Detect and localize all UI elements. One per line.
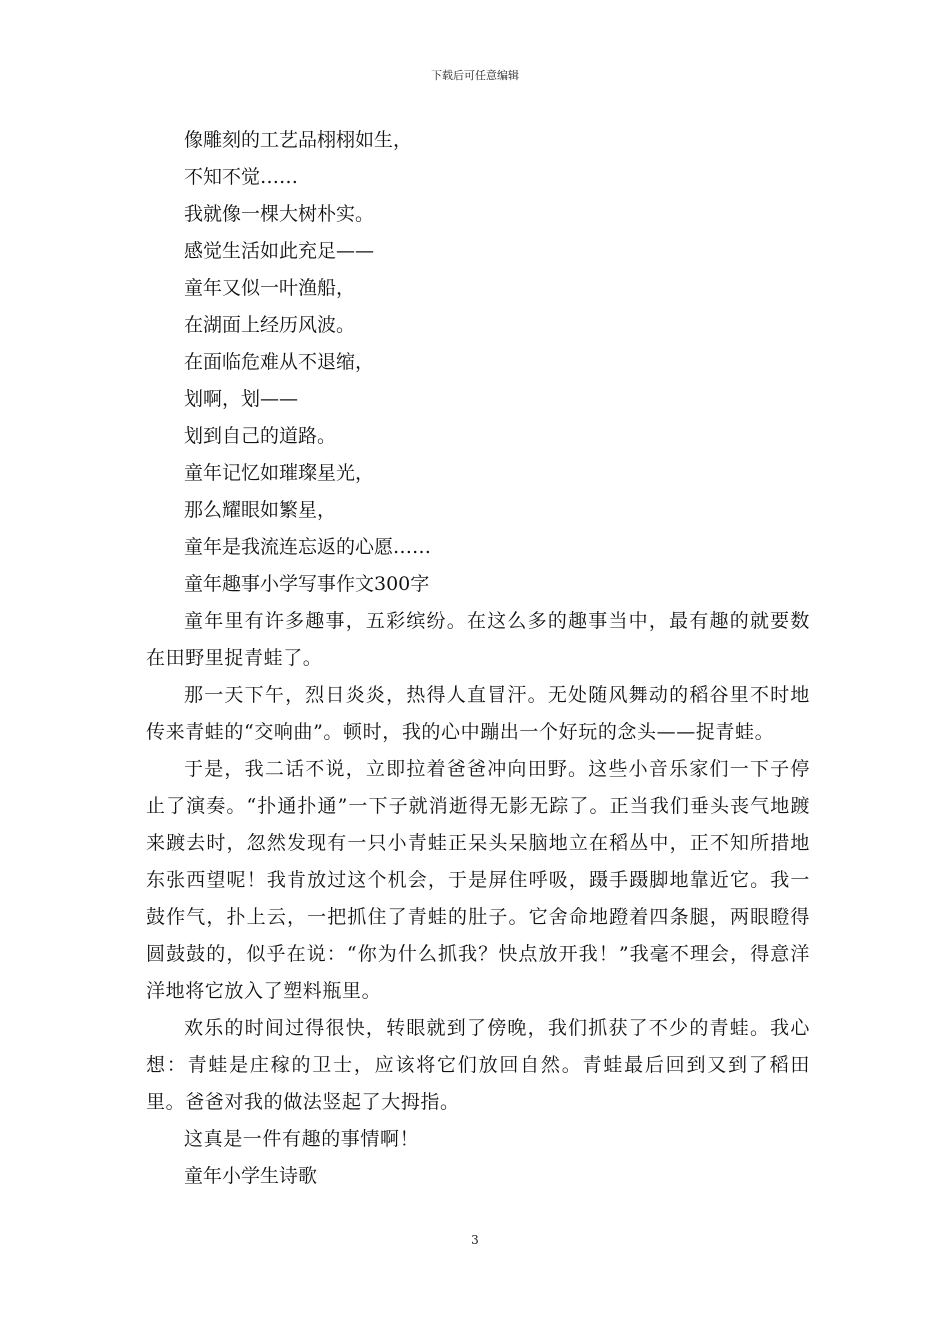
poem-line: 不知不觉…… <box>184 166 299 188</box>
poem-line: 在面临危难从不退缩， <box>184 351 375 373</box>
poem-line: 童年又似一叶渔船， <box>184 277 356 299</box>
essay-paragraph: 这真是一件有趣的事情啊！ <box>184 1128 420 1150</box>
poem-line: 童年是我流连忘返的心愿…… <box>184 536 432 558</box>
poem-line: 划啊，划—— <box>184 388 299 410</box>
page-number: 3 <box>471 1233 479 1247</box>
essay-title: 童年趣事小学写事作文300字 <box>184 573 430 595</box>
essay-paragraph: 欢乐的时间过得很快，转眼就到了傍晚，我们抓获了不少的青蛙。我心想：青蛙是庄稼的卫士，应该将它们放回自然。青蛙最后回到又到了稻田里。爸爸对我的做法竖起了大拇指。 <box>146 1017 810 1113</box>
poem-line: 我就像一棵大树朴实。 <box>184 203 375 225</box>
essay-paragraph: 那一天下午，烈日炎炎，热得人直冒汗。无处随风舞动的稻谷里不时地传来青蛙的“交响曲”。顿时，我的心中蹦出一个好玩的念头——捉青蛙。 <box>146 684 810 743</box>
poem-line: 像雕刻的工艺品栩栩如生， <box>184 129 413 151</box>
essay-paragraph: 童年里有许多趣事，五彩缤纷。在这么多的趣事当中，最有趣的就要数在田野里捉青蛙了。 <box>146 610 810 669</box>
poem-line: 童年记忆如璀璨星光， <box>184 462 375 484</box>
poem-line: 划到自己的道路。 <box>184 425 337 447</box>
poem-line: 在湖面上经历风波。 <box>184 314 356 336</box>
closing-title: 童年小学生诗歌 <box>184 1165 318 1187</box>
poem-line: 感觉生活如此充足—— <box>184 240 375 262</box>
page-header: 下载后可任意编辑 <box>431 69 519 82</box>
poem-line: 那么耀眼如繁星， <box>184 499 337 521</box>
essay-paragraph: 于是，我二话不说，立即拉着爸爸冲向田野。这些小音乐家们一下子停止了演奏。“扑通扑通”一下子就消逝得无影无踪了。正当我们垂头丧气地踱来踱去时，忽然发现有一只小青蛙正呆头呆脑地立在稻丛中，正不知所措地东张西望呢！我肯放过这个机会，于是屏住呼吸，蹑手蹑脚地靠近它。我一鼓作气，扑上云，一把抓住了青蛙的肚子。它舍命地蹬着四条腿，两眼瞪得圆鼓鼓的，似乎在说：“你为什么抓我？快点放开我！”我毫不理会，得意洋洋地将它放入了塑料瓶里。 <box>146 758 810 1002</box>
document-body <box>146 122 810 1195</box>
